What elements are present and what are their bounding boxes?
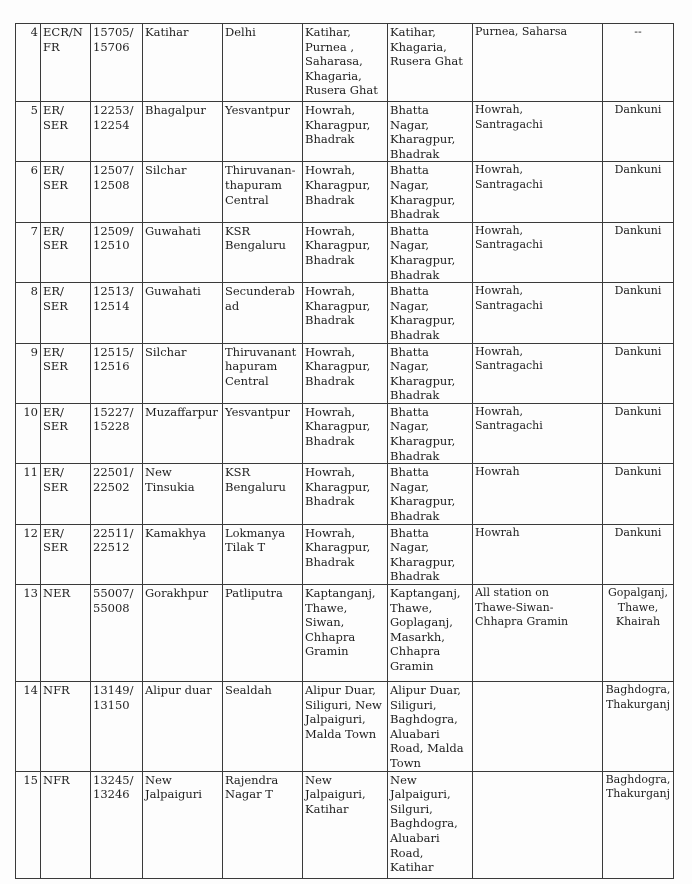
train-number-cell: 15705/ 15706	[91, 24, 143, 102]
serial-number-cell: 8	[16, 283, 41, 343]
table-row	[16, 464, 674, 524]
proposed-route-cell: Bhatta Nagar, Kharagpur, Bhadrak	[388, 283, 473, 343]
proposed-route-cell: Bhatta Nagar, Kharagpur, Bhadrak	[388, 524, 473, 584]
train-number-cell: 12253/ 12254	[91, 102, 143, 162]
serial-number-cell: 9	[16, 343, 41, 403]
table-row	[16, 771, 674, 878]
origin-station-cell: Guwahati	[143, 283, 223, 343]
table-row	[16, 102, 674, 162]
proposed-route-cell: Katihar, Khagaria, Rusera Ghat	[388, 24, 473, 102]
serial-number-cell: 4	[16, 24, 41, 102]
railway-zone-cell: ER/ SER	[41, 222, 91, 282]
origin-station-cell: Gorakhpur	[143, 585, 223, 682]
origin-station-cell: Katihar	[143, 24, 223, 102]
existing-halts-cell	[473, 682, 603, 772]
existing-halts-cell: Howrah	[473, 464, 603, 524]
table-row	[16, 682, 674, 772]
table-row	[16, 403, 674, 463]
train-number-cell: 15227/ 15228	[91, 403, 143, 463]
existing-halts-cell: Howrah	[473, 524, 603, 584]
origin-station-cell: Muzaffarpur	[143, 403, 223, 463]
serial-number-cell: 13	[16, 585, 41, 682]
destination-station-cell: Delhi	[223, 24, 303, 102]
existing-halts-cell	[473, 771, 603, 878]
existing-route-cell: Howrah, Kharagpur, Bhadrak	[303, 102, 388, 162]
existing-route-cell: Alipur Duar, Siliguri, New Jalpaiguri, Malda Town	[303, 682, 388, 772]
railway-zone-cell: NFR	[41, 682, 91, 772]
train-number-cell: 12509/ 12510	[91, 222, 143, 282]
proposed-route-cell: Bhatta Nagar, Kharagpur, Bhadrak	[388, 222, 473, 282]
train-route-table	[15, 23, 674, 879]
additional-halts-cell: Baghdogra, Thakurganj	[603, 682, 674, 772]
origin-station-cell: Guwahati	[143, 222, 223, 282]
railway-zone-cell: ER/ SER	[41, 283, 91, 343]
existing-route-cell: Howrah, Kharagpur, Bhadrak	[303, 343, 388, 403]
serial-number-cell: 15	[16, 771, 41, 878]
existing-route-cell: Howrah, Kharagpur, Bhadrak	[303, 524, 388, 584]
additional-halts-cell: Dankuni	[603, 222, 674, 282]
train-number-cell: 13149/ 13150	[91, 682, 143, 772]
serial-number-cell: 14	[16, 682, 41, 772]
train-number-cell: 22511/ 22512	[91, 524, 143, 584]
existing-halts-cell: All station on Thawe-Siwan- Chhapra Gramin	[473, 585, 603, 682]
serial-number-cell: 5	[16, 102, 41, 162]
destination-station-cell: Thiruvanant hapuram Central	[223, 343, 303, 403]
additional-halts-cell: Dankuni	[603, 283, 674, 343]
additional-halts-cell: Dankuni	[603, 162, 674, 222]
table-row	[16, 343, 674, 403]
origin-station-cell: Kamakhya	[143, 524, 223, 584]
additional-halts-cell: Dankuni	[603, 102, 674, 162]
proposed-route-cell: Bhatta Nagar, Kharagpur, Bhadrak	[388, 464, 473, 524]
origin-station-cell: New Tinsukia	[143, 464, 223, 524]
train-number-cell: 12513/ 12514	[91, 283, 143, 343]
destination-station-cell: Secunderab ad	[223, 283, 303, 343]
origin-station-cell: New Jalpaiguri	[143, 771, 223, 878]
existing-halts-cell: Howrah, Santragachi	[473, 162, 603, 222]
additional-halts-cell: Dankuni	[603, 403, 674, 463]
destination-station-cell: Yesvantpur	[223, 403, 303, 463]
serial-number-cell: 11	[16, 464, 41, 524]
proposed-route-cell: Bhatta Nagar, Kharagpur, Bhadrak	[388, 403, 473, 463]
proposed-route-cell: Bhatta Nagar, Kharagpur, Bhadrak	[388, 343, 473, 403]
table-row	[16, 585, 674, 682]
existing-route-cell: Howrah, Kharagpur, Bhadrak	[303, 464, 388, 524]
destination-station-cell: Thiruvanan- thapuram Central	[223, 162, 303, 222]
table-row	[16, 24, 674, 102]
existing-route-cell: Katihar, Purnea , Saharasa, Khagaria, Rusera Ghat	[303, 24, 388, 102]
existing-route-cell: Howrah, Kharagpur, Bhadrak	[303, 283, 388, 343]
railway-zone-cell: ER/ SER	[41, 524, 91, 584]
destination-station-cell: Patliputra	[223, 585, 303, 682]
railway-zone-cell: ER/ SER	[41, 102, 91, 162]
train-number-cell: 55007/ 55008	[91, 585, 143, 682]
proposed-route-cell: Bhatta Nagar, Kharagpur, Bhadrak	[388, 102, 473, 162]
proposed-route-cell: Alipur Duar, Siliguri, Baghdogra, Aluabari Road, Malda Town	[388, 682, 473, 772]
train-number-cell: 22501/ 22502	[91, 464, 143, 524]
serial-number-cell: 12	[16, 524, 41, 584]
existing-route-cell: Kaptanganj, Thawe, Siwan, Chhapra Gramin	[303, 585, 388, 682]
table-row	[16, 162, 674, 222]
existing-halts-cell: Howrah, Santragachi	[473, 343, 603, 403]
railway-zone-cell: ECR/N FR	[41, 24, 91, 102]
destination-station-cell: Yesvantpur	[223, 102, 303, 162]
railway-zone-cell: ER/ SER	[41, 162, 91, 222]
origin-station-cell: Silchar	[143, 162, 223, 222]
existing-halts-cell: Purnea, Saharsa	[473, 24, 603, 102]
serial-number-cell: 7	[16, 222, 41, 282]
additional-halts-cell: Dankuni	[603, 524, 674, 584]
table-row	[16, 524, 674, 584]
additional-halts-cell: Gopalganj, Thawe, Khairah	[603, 585, 674, 682]
existing-route-cell: Howrah, Kharagpur, Bhadrak	[303, 162, 388, 222]
existing-halts-cell: Howrah, Santragachi	[473, 403, 603, 463]
additional-halts-cell: Baghdogra, Thakurganj	[603, 771, 674, 878]
railway-zone-cell: ER/ SER	[41, 403, 91, 463]
serial-number-cell: 10	[16, 403, 41, 463]
destination-station-cell: KSR Bengaluru	[223, 464, 303, 524]
additional-halts-cell: --	[603, 24, 674, 102]
train-number-cell: 13245/ 13246	[91, 771, 143, 878]
proposed-route-cell: Bhatta Nagar, Kharagpur, Bhadrak	[388, 162, 473, 222]
existing-route-cell: New Jalpaiguri, Katihar	[303, 771, 388, 878]
additional-halts-cell: Dankuni	[603, 464, 674, 524]
railway-zone-cell: ER/ SER	[41, 464, 91, 524]
serial-number-cell: 6	[16, 162, 41, 222]
origin-station-cell: Silchar	[143, 343, 223, 403]
railway-zone-cell: ER/ SER	[41, 343, 91, 403]
origin-station-cell: Bhagalpur	[143, 102, 223, 162]
train-number-cell: 12515/ 12516	[91, 343, 143, 403]
destination-station-cell: Rajendra Nagar T	[223, 771, 303, 878]
additional-halts-cell: Dankuni	[603, 343, 674, 403]
destination-station-cell: Sealdah	[223, 682, 303, 772]
railway-zone-cell: NER	[41, 585, 91, 682]
existing-route-cell: Howrah, Kharagpur, Bhadrak	[303, 403, 388, 463]
destination-station-cell: Lokmanya Tilak T	[223, 524, 303, 584]
destination-station-cell: KSR Bengaluru	[223, 222, 303, 282]
origin-station-cell: Alipur duar	[143, 682, 223, 772]
table-body	[16, 24, 674, 879]
train-number-cell: 12507/ 12508	[91, 162, 143, 222]
existing-halts-cell: Howrah, Santragachi	[473, 283, 603, 343]
existing-halts-cell: Howrah, Santragachi	[473, 102, 603, 162]
existing-halts-cell: Howrah, Santragachi	[473, 222, 603, 282]
proposed-route-cell: Kaptanganj, Thawe, Goplaganj, Masarkh, Chhapra Gramin	[388, 585, 473, 682]
railway-zone-cell: NFR	[41, 771, 91, 878]
proposed-route-cell: New Jalpaiguri, Silguri, Baghdogra, Aluabari Road, Katihar	[388, 771, 473, 878]
table-row	[16, 222, 674, 282]
table-row	[16, 283, 674, 343]
existing-route-cell: Howrah, Kharagpur, Bhadrak	[303, 222, 388, 282]
